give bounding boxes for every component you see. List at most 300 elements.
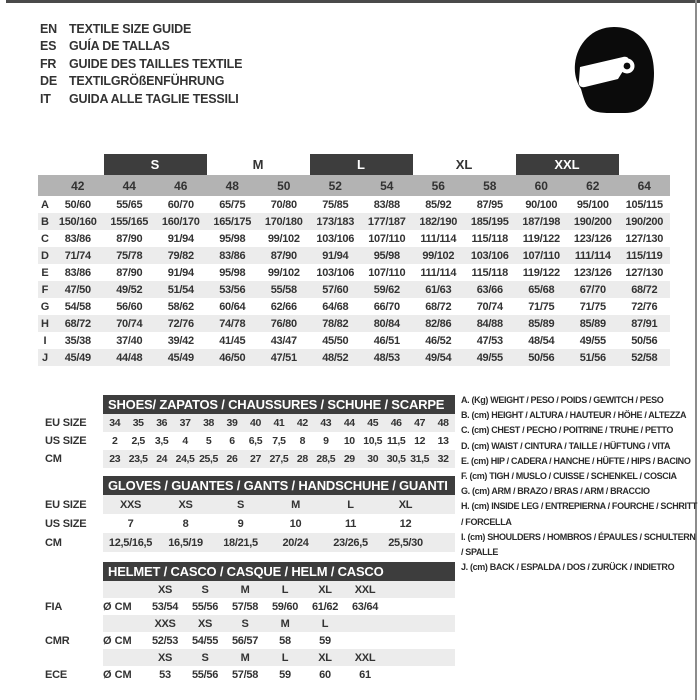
table-cell: 10,5 (363, 435, 383, 447)
table-cell: 103/106 (470, 249, 509, 262)
table-cell: 12 (414, 435, 426, 447)
table-cell: 45 (367, 417, 379, 429)
legend-item: E. (cm) HIP / CADERA / HANCHE / HÜFTE / HIPS / BACINO (461, 455, 691, 466)
textile-rows (38, 196, 670, 366)
table-cell: 72/76 (167, 317, 194, 330)
table-cell: 49/55 (476, 351, 503, 364)
row-values (103, 533, 433, 552)
size-row (45, 450, 455, 468)
table-cell: 39 (226, 417, 238, 429)
table-cell: 190/200 (625, 215, 664, 228)
table-cell: 115/118 (471, 232, 508, 245)
numeric-size: 56 (431, 178, 445, 193)
table-cell: 99/102 (267, 232, 300, 245)
table-cell: 55/56 (191, 600, 219, 613)
language-list (40, 20, 242, 108)
table-cell: 115/118 (471, 266, 508, 279)
table-cell: 23/26,5 (333, 536, 368, 549)
table-cell: 55/58 (270, 283, 297, 296)
table-cell: M (291, 498, 300, 511)
measure-row (38, 264, 670, 281)
measure-row (38, 247, 670, 264)
row-label: G (40, 300, 50, 313)
table-cell: 46 (390, 417, 402, 429)
row-label: US SIZE (45, 435, 87, 447)
table-cell: 43 (320, 417, 332, 429)
table-cell: 56/60 (116, 300, 143, 313)
table-cell: 85/89 (528, 317, 555, 330)
table-cell: 64/68 (322, 300, 349, 313)
row-band (103, 615, 455, 632)
row-band (103, 432, 455, 450)
table-cell: XS (178, 498, 193, 511)
table-cell: 61/63 (425, 283, 452, 296)
row-band (103, 598, 455, 615)
table-cell: 80/84 (373, 317, 400, 330)
row-label: CMR (45, 634, 70, 647)
size-cell: S (201, 583, 209, 596)
table-cell: 42 (296, 417, 308, 429)
language-code: IT (40, 91, 51, 106)
measure-row (38, 213, 670, 230)
measure-row (38, 281, 670, 298)
table-cell: 18/21,5 (223, 536, 258, 549)
row-values (103, 432, 455, 450)
numeric-size: 64 (637, 178, 651, 193)
helmet-rows (45, 581, 455, 683)
table-cell: 111/114 (420, 266, 457, 279)
table-cell: 82/86 (425, 317, 452, 330)
table-cell: 47/53 (476, 334, 503, 347)
table-cell: 45/49 (64, 351, 91, 364)
row-values (103, 414, 455, 432)
table-cell: 115/119 (626, 249, 663, 262)
numeric-size: 42 (71, 178, 85, 193)
table-cell: 83/86 (64, 232, 91, 245)
language-row (40, 73, 242, 91)
helmet-title: HELMET / CASCO / CASQUE / HELM / CASCO (103, 562, 455, 581)
table-cell: 6,5 (248, 435, 263, 447)
table-cell: 35/38 (64, 334, 91, 347)
legend-item: A. (Kg) WEIGHT / PESO / POIDS / GEWITCH / PESO (461, 395, 664, 405)
row-values (103, 495, 433, 514)
size-group-spacer (619, 154, 671, 175)
table-cell: 2 (112, 435, 118, 447)
right-border (695, 0, 697, 700)
row-label (45, 581, 103, 598)
table-cell: 12,5/16,5 (108, 536, 153, 549)
language-title: GUIDA ALLE TAGLIE TESSILI (69, 91, 239, 106)
table-cell: 170/180 (264, 215, 303, 228)
size-cell: M (280, 617, 290, 630)
table-cell: 95/98 (373, 249, 400, 262)
table-cell: 55/56 (191, 668, 219, 681)
table-cell: 46/51 (373, 334, 400, 347)
helmet-value-row (45, 666, 455, 683)
helmet-value-row (45, 598, 455, 615)
size-cell: XXL (354, 651, 376, 664)
row-band (103, 450, 455, 468)
numeric-size: 60 (534, 178, 548, 193)
table-cell: 127/130 (625, 266, 664, 279)
size-group-m: M (252, 157, 264, 172)
table-cell: 75/78 (116, 249, 143, 262)
table-cell: 83/88 (373, 198, 400, 211)
table-cell: 65/75 (219, 198, 246, 211)
table-cell: 29 (343, 453, 355, 465)
table-cell: 74/78 (219, 317, 246, 330)
table-cell: 75/85 (322, 198, 349, 211)
table-cell: 24,5 (175, 453, 195, 465)
table-cell: 49/54 (425, 351, 452, 364)
table-cell: 13 (437, 435, 449, 447)
table-cell: 71/75 (579, 300, 606, 313)
table-cell: 68/72 (425, 300, 452, 313)
table-cell: 30,5 (386, 453, 406, 465)
row-band (103, 414, 455, 432)
table-cell: 30 (367, 453, 379, 465)
table-cell: 40 (250, 417, 261, 429)
table-cell: 99/102 (267, 266, 300, 279)
table-cell: 59 (319, 634, 331, 647)
table-cell: 59/60 (271, 600, 299, 613)
table-cell: 66/70 (373, 300, 400, 313)
table-cell: 2,5 (131, 435, 145, 447)
numeric-size: 58 (483, 178, 497, 193)
table-cell: 160/170 (161, 215, 200, 228)
legend-item: G. (cm) ARM / BRAZO / BRAS / ARM / BRACCIO (461, 486, 650, 497)
language-code: FR (40, 56, 57, 71)
table-cell: 59/62 (373, 283, 400, 296)
table-cell: 7,5 (272, 435, 286, 447)
table-cell: 5 (205, 435, 212, 447)
size-cell: XL (318, 583, 332, 596)
size-group-xxl: XXL (516, 154, 619, 175)
legend (461, 393, 699, 575)
helmet-table (45, 562, 455, 683)
table-cell: 60/70 (167, 198, 194, 211)
table-cell: 3,5 (154, 435, 169, 447)
language-row (40, 20, 242, 38)
table-cell: 95/100 (576, 198, 609, 211)
row-label: D (41, 249, 49, 262)
language-row (40, 55, 242, 73)
size-cell: M (240, 651, 250, 664)
helmet-size-row (45, 649, 455, 666)
table-cell: 71/75 (528, 300, 555, 313)
size-group-xl: XL (455, 157, 473, 172)
numeric-size: 46 (174, 178, 188, 193)
table-cell: 36 (156, 417, 168, 429)
table-cell: 24 (156, 453, 168, 465)
table-cell: 59 (279, 668, 291, 681)
table-cell: 103/106 (316, 232, 355, 245)
size-cell: XXL (354, 583, 376, 596)
row-label: H (41, 317, 49, 330)
row-label: B (41, 215, 49, 228)
table-cell: 34 (109, 417, 121, 429)
table-cell: 68/72 (64, 317, 91, 330)
size-group-spacer (38, 154, 104, 175)
table-cell: 48/52 (322, 351, 349, 364)
row-label: CM (45, 453, 62, 465)
row-label: J (41, 351, 49, 364)
table-cell: 48 (437, 417, 449, 429)
language-title: TEXTILE SIZE GUIDE (69, 21, 192, 36)
table-cell: 6 (229, 435, 235, 447)
size-cell: S (241, 617, 249, 630)
size-cell: XS (157, 651, 173, 664)
table-cell: 182/190 (419, 215, 458, 228)
table-cell: 57/58 (231, 668, 259, 681)
table-cell: 45/49 (167, 351, 194, 364)
table-cell: 25,5/30 (388, 536, 423, 549)
table-cell: 107/110 (368, 232, 406, 245)
row-label: CM (45, 536, 62, 549)
table-cell: 53/54 (151, 600, 179, 613)
table-cell: 4 (182, 435, 188, 447)
language-code: ES (40, 39, 57, 54)
legend-item: H. (cm) INSIDE LEG / ENTREPIERNA / FOURCHE / SCHRITT / FORCELLA (461, 501, 697, 527)
table-cell: 85/89 (579, 317, 606, 330)
table-cell: 187/198 (522, 215, 561, 228)
size-cell: XS (157, 583, 173, 596)
table-cell: 50/56 (528, 351, 555, 364)
table-cell: 8 (182, 517, 189, 530)
row-band (103, 495, 455, 514)
table-cell: 173/183 (316, 215, 355, 228)
table-cell: 63/66 (476, 283, 503, 296)
table-cell: 61 (359, 668, 371, 681)
size-cell: L (281, 583, 289, 596)
measure-row (38, 315, 670, 332)
language-title: TEXTILGRÖßENFÜHRUNG (69, 74, 225, 89)
table-cell: 45/50 (322, 334, 349, 347)
row-label: E (41, 266, 49, 279)
table-cell: 8 (299, 435, 306, 447)
table-cell: 51/54 (167, 283, 194, 296)
table-cell: 105/115 (625, 198, 663, 211)
measure-row (38, 298, 670, 315)
table-cell: 177/187 (367, 215, 406, 228)
row-band (103, 581, 455, 598)
table-cell: 123/126 (573, 266, 612, 279)
legend-item: F. (cm) TIGH / MUSLO / CUISSE / SCHENKEL / COSCIA (461, 471, 677, 482)
size-cell: XS (197, 617, 213, 630)
row-label (45, 649, 103, 666)
table-cell: 63/64 (351, 600, 379, 613)
table-cell: 150/160 (58, 215, 97, 228)
table-cell: 65/68 (528, 283, 555, 296)
table-cell: 190/200 (573, 215, 612, 228)
row-label: I (43, 334, 47, 347)
diameter-unit: Ø CM (103, 634, 132, 647)
table-cell: 50/60 (64, 198, 91, 211)
table-cell: 44/48 (116, 351, 143, 364)
table-cell: 50/56 (631, 334, 658, 347)
table-cell: 79/82 (167, 249, 194, 262)
table-cell: 76/80 (270, 317, 297, 330)
table-cell: 57/58 (231, 600, 259, 613)
table-cell: XL (398, 498, 413, 511)
table-cell: 87/90 (116, 266, 143, 279)
shoes-table (45, 395, 455, 468)
row-label: EU SIZE (45, 417, 87, 429)
table-cell: 27,5 (269, 453, 289, 465)
table-cell: 48/54 (528, 334, 555, 347)
table-cell: 37/40 (116, 334, 143, 347)
table-cell: 27 (250, 453, 261, 465)
language-row (40, 90, 242, 108)
table-cell: 31,5 (410, 453, 430, 465)
row-values (103, 450, 455, 468)
language-title: GUIDE DES TAILLES TEXTILE (69, 56, 243, 71)
top-border (6, 0, 700, 3)
table-cell: 87/91 (631, 317, 658, 330)
full-face-helmet-icon (566, 20, 662, 121)
row-label: A (41, 198, 49, 211)
table-cell: 62/66 (270, 300, 297, 313)
row-label: ECE (45, 668, 68, 681)
table-cell: 41/45 (219, 334, 246, 347)
row-label (45, 615, 103, 632)
legend-item: I. (cm) SHOULDERS / HOMBROS / ÉPAULES / SCHULTERN / SPALLE (461, 531, 696, 558)
shoes-title: SHOES/ ZAPATOS / CHAUSSURES / SCHUHE / SCARPE (103, 395, 455, 414)
table-cell: XXS (119, 498, 142, 511)
table-cell: 103/106 (316, 266, 355, 279)
table-cell: 56/57 (231, 634, 259, 647)
size-cell: S (201, 651, 209, 664)
table-cell: 85/92 (425, 198, 452, 211)
table-cell: 111/114 (574, 249, 611, 262)
table-cell: 70/80 (270, 198, 297, 211)
size-cell: XL (318, 651, 332, 664)
table-cell: 20/24 (282, 536, 309, 549)
gloves-title: GLOVES / GUANTES / GANTS / HANDSCHUHE / GUANTI (103, 476, 455, 495)
table-cell: 26 (226, 453, 238, 465)
row-values (103, 514, 433, 533)
table-cell: 10 (289, 517, 302, 530)
diameter-unit: Ø CM (103, 668, 132, 681)
table-cell: 25,5 (199, 453, 218, 465)
table-cell: 95/98 (219, 266, 246, 279)
numeric-size: 48 (225, 178, 239, 193)
table-cell: 9 (323, 435, 329, 447)
table-cell: 83/86 (219, 249, 246, 262)
table-cell: 46/52 (425, 334, 452, 347)
size-row (45, 514, 455, 533)
numeric-size: 44 (122, 178, 136, 193)
measure-row (38, 196, 670, 213)
numeric-size-row (38, 175, 670, 196)
size-cell: XXS (154, 617, 176, 630)
table-cell: 155/165 (110, 215, 149, 228)
size-cell: M (240, 583, 250, 596)
measure-row (38, 349, 670, 366)
table-cell: 53 (159, 668, 171, 681)
table-cell: 38 (203, 417, 214, 429)
table-cell: 61/62 (311, 600, 339, 613)
measure-row (38, 332, 670, 349)
row-band (103, 533, 455, 552)
language-row (40, 38, 242, 56)
table-cell: S (236, 498, 245, 511)
row-band (103, 632, 455, 649)
row-label: US SIZE (45, 517, 87, 530)
helmet-size-row (45, 615, 455, 632)
table-cell: 47 (414, 417, 426, 429)
table-cell: 52/58 (631, 351, 658, 364)
table-cell: 12 (399, 517, 412, 530)
row-label: EU SIZE (45, 498, 87, 511)
table-cell: 28,5 (316, 453, 336, 465)
legend-item: J. (cm) BACK / ESPALDA / DOS / ZURÜCK / INDIETRO (461, 562, 675, 573)
table-cell: 35 (132, 417, 144, 429)
size-group-l: L (310, 154, 413, 175)
table-cell: 7 (127, 517, 134, 530)
table-cell: 37 (179, 417, 191, 429)
measure-row (38, 230, 670, 247)
row-label: C (41, 232, 49, 245)
numeric-size: 52 (328, 178, 342, 193)
table-cell: 107/110 (522, 249, 560, 262)
numeric-size: 50 (277, 178, 291, 193)
table-cell: 53/56 (219, 283, 246, 296)
table-cell: 95/98 (219, 232, 246, 245)
table-cell: 84/88 (476, 317, 503, 330)
table-cell: 9 (237, 517, 244, 530)
size-group-row (38, 154, 670, 175)
row-label: F (41, 283, 49, 296)
language-code: DE (40, 74, 57, 89)
gloves-table (45, 476, 455, 552)
table-cell: 107/110 (368, 266, 406, 279)
table-cell: 44 (343, 417, 355, 429)
table-cell: 32 (437, 453, 449, 465)
table-cell: 185/195 (470, 215, 509, 228)
numeric-size: 62 (586, 178, 600, 193)
table-cell: 49/55 (579, 334, 606, 347)
table-cell: 111/114 (420, 232, 457, 245)
row-band (103, 666, 455, 683)
table-cell: 60 (319, 668, 331, 681)
table-cell: 41 (273, 417, 285, 429)
size-cell: L (281, 651, 289, 664)
size-cell: L (321, 617, 329, 630)
row-label: FIA (45, 600, 63, 613)
table-cell: 10 (343, 435, 355, 447)
language-code: EN (40, 21, 57, 36)
table-cell: 49/52 (116, 283, 143, 296)
table-cell: 99/102 (422, 249, 455, 262)
table-cell: 83/86 (64, 266, 91, 279)
table-cell: 52/53 (151, 634, 179, 647)
table-cell: 127/130 (625, 232, 664, 245)
table-cell: 119/122 (522, 232, 560, 245)
table-cell: 78/82 (322, 317, 349, 330)
table-cell: 71/74 (64, 249, 91, 262)
diameter-unit: Ø CM (103, 600, 132, 613)
table-cell: 58/62 (167, 300, 194, 313)
table-cell: 87/90 (116, 232, 143, 245)
textile-size-table (38, 154, 670, 366)
table-cell: 67/70 (579, 283, 606, 296)
table-cell: 91/94 (167, 232, 194, 245)
table-cell: 54/58 (64, 300, 91, 313)
legend-item: D. (cm) WAIST / CINTURA / TAILLE / HÜFTUNG / VITA (461, 440, 671, 451)
table-cell: 48/53 (373, 351, 400, 364)
size-row (45, 495, 455, 514)
